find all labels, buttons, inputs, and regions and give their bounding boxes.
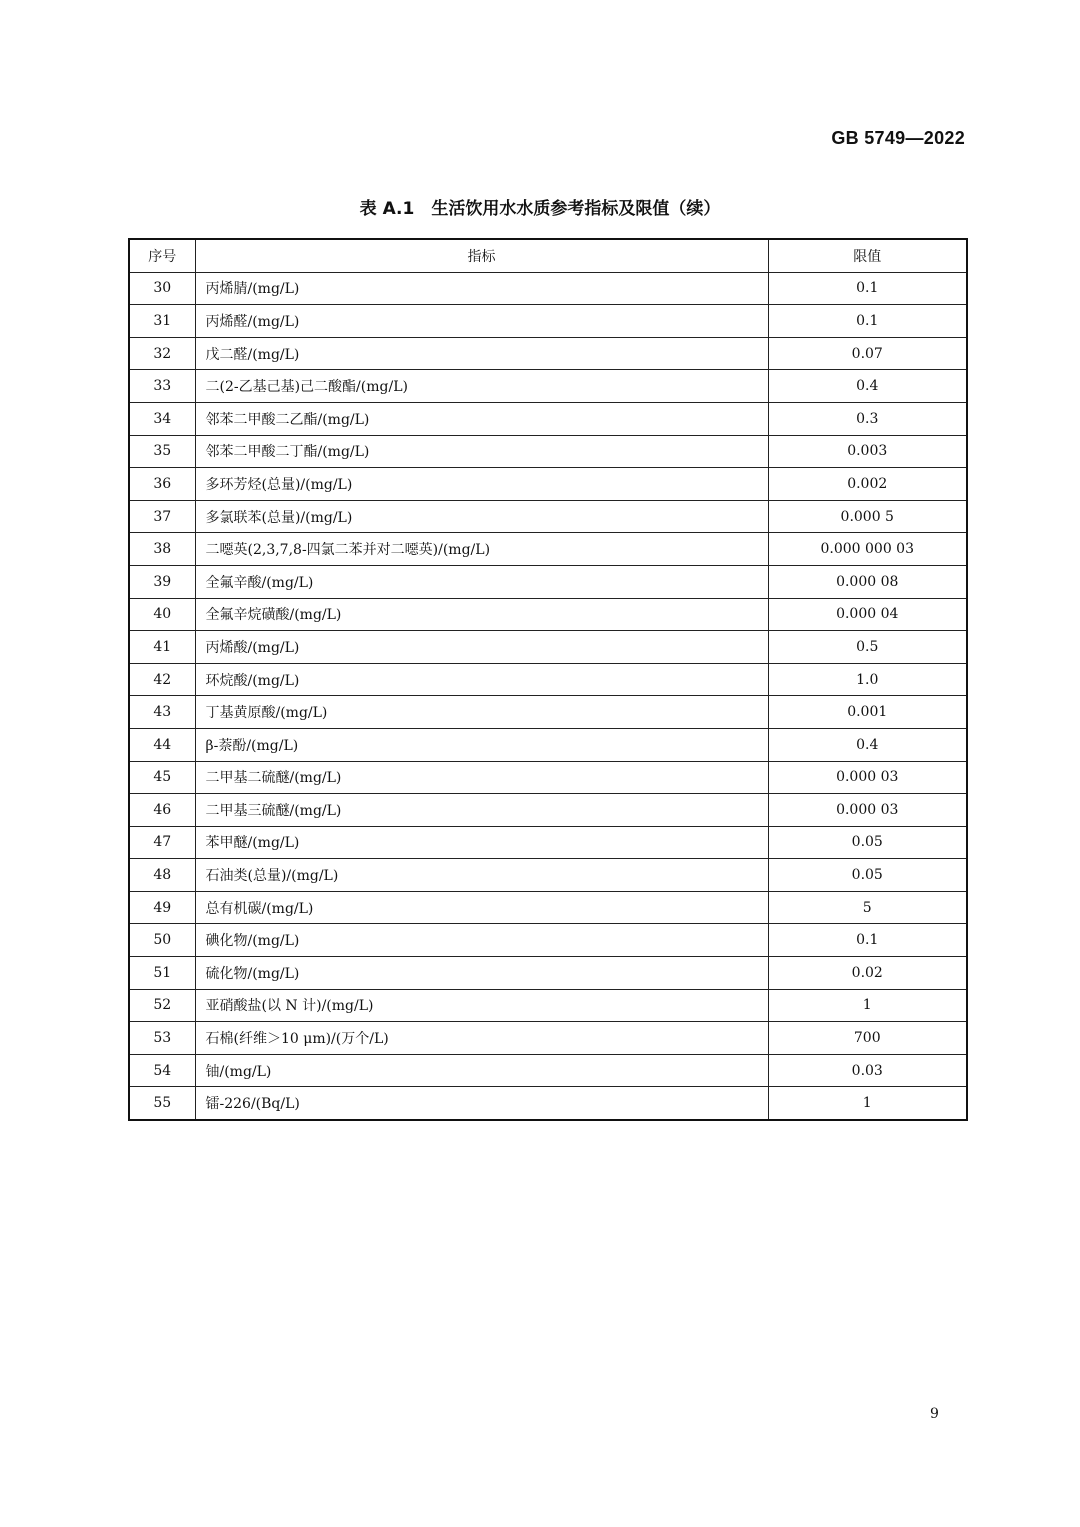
limit-cell: 0.000 03: [768, 761, 967, 794]
limit-cell: 1.0: [768, 663, 967, 696]
indicator-cell: 苯甲醚/(mg/L): [195, 826, 768, 859]
limit-cell: 1: [768, 1087, 967, 1120]
row-number-cell: 32: [129, 337, 195, 370]
limit-cell: 0.4: [768, 370, 967, 403]
row-number-cell: 53: [129, 1022, 195, 1055]
row-number-cell: 52: [129, 989, 195, 1022]
table-row: [129, 370, 967, 403]
indicator-cell: 硫化物/(mg/L): [195, 957, 768, 990]
table-row: [129, 565, 967, 598]
indicator-cell: 石油类(总量)/(mg/L): [195, 859, 768, 892]
table-row: [129, 533, 967, 566]
indicator-cell: 丙烯酸/(mg/L): [195, 631, 768, 664]
row-number-cell: 46: [129, 794, 195, 827]
column-header-limit: 限值: [768, 239, 967, 272]
indicator-cell: 多环芳烃(总量)/(mg/L): [195, 468, 768, 501]
indicator-cell: 邻苯二甲酸二乙酯/(mg/L): [195, 402, 768, 435]
row-number-cell: 49: [129, 891, 195, 924]
column-header-indicator: 指标: [195, 239, 768, 272]
row-number-cell: 40: [129, 598, 195, 631]
indicator-cell: 二噁英(2,3,7,8-四氯二苯并对二噁英)/(mg/L): [195, 533, 768, 566]
table-row: [129, 1054, 967, 1087]
indicator-cell: 环烷酸/(mg/L): [195, 663, 768, 696]
row-number-cell: 31: [129, 305, 195, 338]
table-row: [129, 761, 967, 794]
row-number-cell: 39: [129, 565, 195, 598]
table-row: [129, 337, 967, 370]
row-number-cell: 35: [129, 435, 195, 468]
indicator-cell: 二甲基二硫醚/(mg/L): [195, 761, 768, 794]
row-number-cell: 38: [129, 533, 195, 566]
row-number-cell: 50: [129, 924, 195, 957]
row-number-cell: 47: [129, 826, 195, 859]
table-row: [129, 402, 967, 435]
limit-cell: 0.5: [768, 631, 967, 664]
row-number-cell: 36: [129, 468, 195, 501]
column-header-no: 序号: [129, 239, 195, 272]
limit-cell: 0.1: [768, 305, 967, 338]
row-number-cell: 42: [129, 663, 195, 696]
limit-cell: 0.002: [768, 468, 967, 501]
table-row: [129, 696, 967, 729]
limit-cell: 1: [768, 989, 967, 1022]
indicator-cell: 铀/(mg/L): [195, 1054, 768, 1087]
table-row: [129, 468, 967, 501]
indicator-cell: 全氟辛酸/(mg/L): [195, 565, 768, 598]
indicator-cell: 丙烯腈/(mg/L): [195, 272, 768, 305]
table-row: [129, 891, 967, 924]
table-body: [129, 272, 967, 1120]
limit-cell: 0.05: [768, 859, 967, 892]
indicator-cell: 总有机碳/(mg/L): [195, 891, 768, 924]
table-row: [129, 631, 967, 664]
row-number-cell: 30: [129, 272, 195, 305]
table-title: 表 A.1 生活饮用水水质参考指标及限值（续）: [359, 199, 721, 219]
row-number-cell: 37: [129, 500, 195, 533]
table-row: [129, 794, 967, 827]
table-row: [129, 305, 967, 338]
table-row: [129, 989, 967, 1022]
row-number-cell: 55: [129, 1087, 195, 1120]
page-number: 9: [930, 1406, 939, 1422]
row-number-cell: 43: [129, 696, 195, 729]
limit-cell: 0.03: [768, 1054, 967, 1087]
table-row: [129, 1022, 967, 1055]
indicator-cell: 石棉(纤维＞10 μm)/(万个/L): [195, 1022, 768, 1055]
table-row: [129, 435, 967, 468]
limit-cell: 0.001: [768, 696, 967, 729]
limit-cell: 5: [768, 891, 967, 924]
indicator-cell: 二(2-乙基己基)己二酸酯/(mg/L): [195, 370, 768, 403]
limit-cell: 700: [768, 1022, 967, 1055]
standard-code: GB 5749—2022: [831, 128, 965, 148]
limit-cell: 0.05: [768, 826, 967, 859]
limit-cell: 0.02: [768, 957, 967, 990]
table-row: [129, 859, 967, 892]
indicator-cell: 亚硝酸盐(以 N 计)/(mg/L): [195, 989, 768, 1022]
indicator-cell: β-萘酚/(mg/L): [195, 728, 768, 761]
indicator-cell: 镭-226/(Bq/L): [195, 1087, 768, 1120]
table-row: [129, 924, 967, 957]
limit-cell: 0.4: [768, 728, 967, 761]
row-number-cell: 41: [129, 631, 195, 664]
table-row: [129, 1087, 967, 1120]
table-row: [129, 826, 967, 859]
limit-cell: 0.1: [768, 924, 967, 957]
reference-indicators-table: [128, 238, 968, 1121]
limit-cell: 0.000 03: [768, 794, 967, 827]
row-number-cell: 51: [129, 957, 195, 990]
indicator-cell: 二甲基三硫醚/(mg/L): [195, 794, 768, 827]
row-number-cell: 33: [129, 370, 195, 403]
row-number-cell: 34: [129, 402, 195, 435]
row-number-cell: 44: [129, 728, 195, 761]
table-row: [129, 598, 967, 631]
table-row: [129, 500, 967, 533]
limit-cell: 0.000 08: [768, 565, 967, 598]
indicator-cell: 丙烯醛/(mg/L): [195, 305, 768, 338]
limit-cell: 0.003: [768, 435, 967, 468]
table-row: [129, 663, 967, 696]
limit-cell: 0.000 5: [768, 500, 967, 533]
limit-cell: 0.000 000 03: [768, 533, 967, 566]
table-row: [129, 957, 967, 990]
table-row: [129, 728, 967, 761]
indicator-cell: 邻苯二甲酸二丁酯/(mg/L): [195, 435, 768, 468]
indicator-cell: 全氟辛烷磺酸/(mg/L): [195, 598, 768, 631]
indicator-cell: 多氯联苯(总量)/(mg/L): [195, 500, 768, 533]
row-number-cell: 48: [129, 859, 195, 892]
indicator-cell: 碘化物/(mg/L): [195, 924, 768, 957]
indicator-cell: 丁基黄原酸/(mg/L): [195, 696, 768, 729]
limit-cell: 0.000 04: [768, 598, 967, 631]
indicator-cell: 戊二醛/(mg/L): [195, 337, 768, 370]
row-number-cell: 54: [129, 1054, 195, 1087]
row-number-cell: 45: [129, 761, 195, 794]
limit-cell: 0.1: [768, 272, 967, 305]
limit-cell: 0.07: [768, 337, 967, 370]
table-row: [129, 272, 967, 305]
table-header-row: [129, 239, 967, 272]
limit-cell: 0.3: [768, 402, 967, 435]
